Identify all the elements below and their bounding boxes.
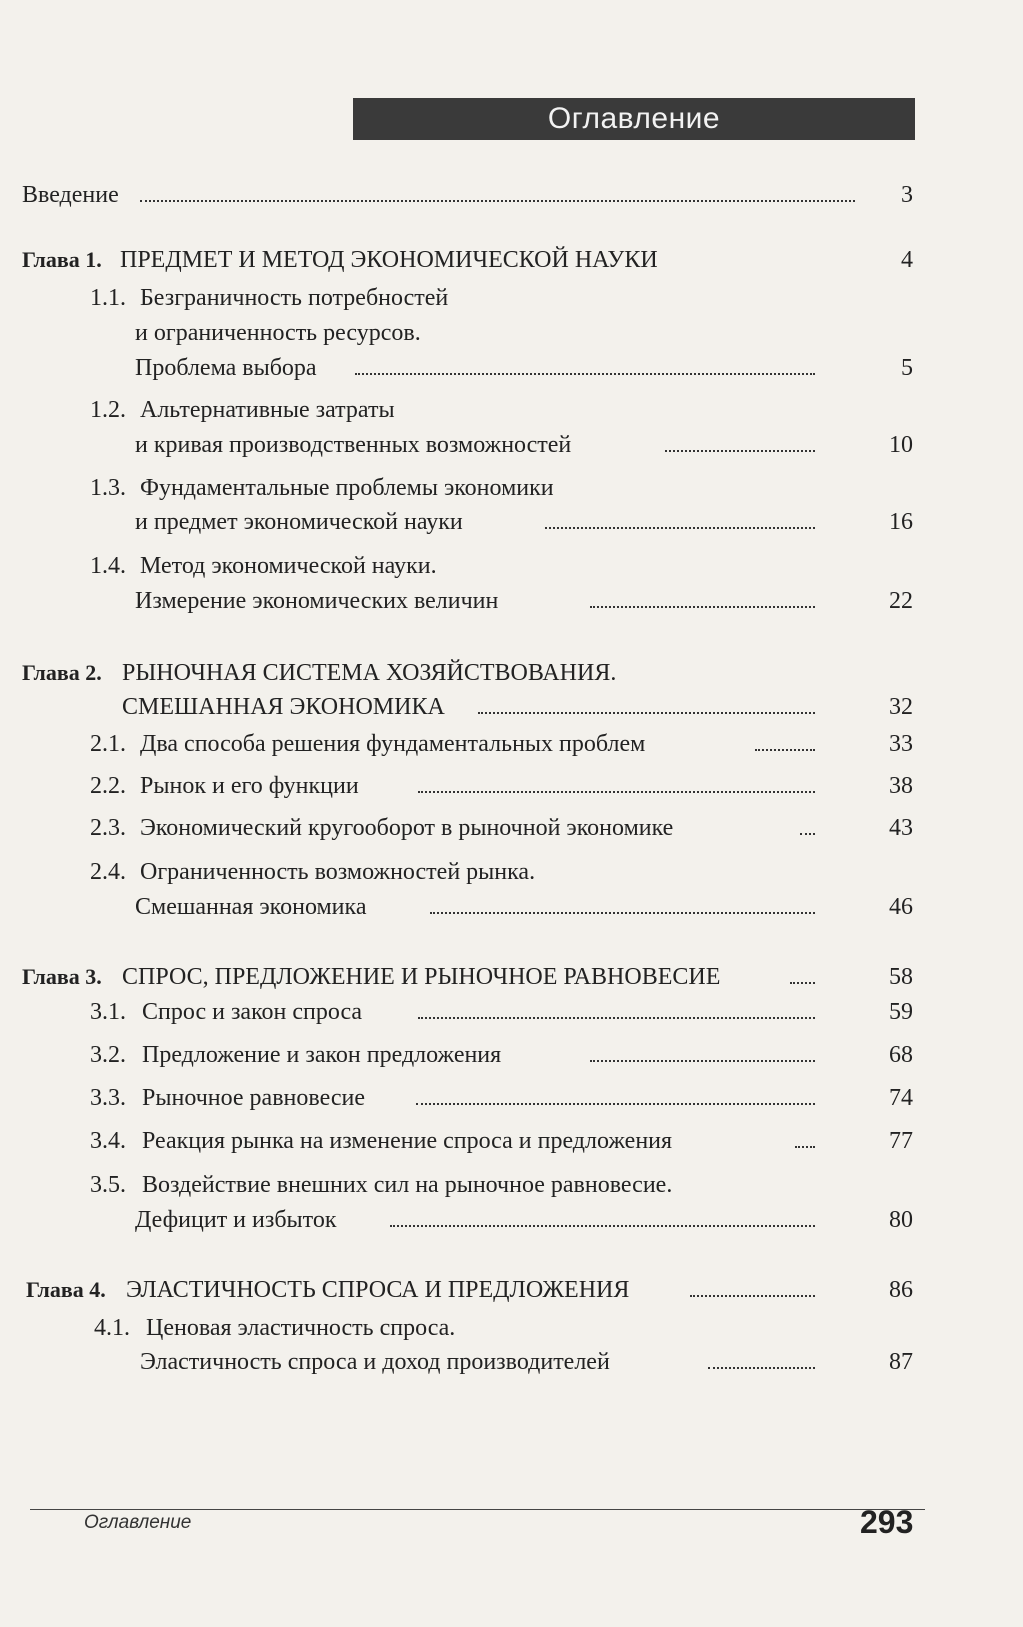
toc-page-number: 3	[901, 182, 913, 208]
section-title: Экономический кругооборот в рыночной экономике	[140, 815, 674, 841]
section-number: 2.1.	[90, 731, 126, 757]
dot-leader	[800, 813, 815, 835]
section-number: 3.5.	[90, 1172, 126, 1198]
section-title: Безграничность потребностей	[140, 285, 449, 311]
section-number: 3.1.	[90, 999, 126, 1025]
section-title: Измерение экономических величин	[135, 588, 499, 614]
section-number: 1.3.	[90, 475, 126, 501]
section-number: 2.3.	[90, 815, 126, 841]
page-title: Оглавление	[547, 102, 721, 135]
toc-section-3-5	[0, 1170, 1023, 1200]
section-number: 3.4.	[90, 1128, 126, 1154]
dot-leader	[418, 771, 815, 793]
toc-section-1-2	[0, 395, 1023, 425]
chapter-title: ЭЛАСТИЧНОСТЬ СПРОСА И ПРЕДЛОЖЕНИЯ	[126, 1277, 630, 1303]
dot-leader	[790, 962, 815, 984]
section-title: Реакция рынка на изменение спроса и предложения	[142, 1128, 673, 1154]
toc-section-2-2	[0, 771, 1023, 801]
dot-leader	[140, 180, 855, 202]
toc-section-4-1	[0, 1313, 1023, 1343]
section-number: 2.4.	[90, 859, 126, 885]
section-title: Рыночное равновесие	[142, 1085, 365, 1111]
toc-section-3-5-end	[0, 1205, 1023, 1235]
toc-chapter-1	[0, 245, 1023, 275]
toc-section-1-3-end	[0, 507, 1023, 537]
toc-page-number: 4	[901, 247, 913, 273]
toc-page-number: 77	[889, 1128, 913, 1154]
section-title: Два способа решения фундаментальных проблем	[140, 731, 646, 757]
dot-leader	[390, 1205, 815, 1227]
chapter-label: Глава 2.	[22, 660, 102, 685]
toc-page-number: 5	[901, 355, 913, 381]
section-title: Спрос и закон спроса	[142, 999, 363, 1025]
section-title: Ограниченность возможностей рынка.	[140, 859, 536, 885]
dot-leader	[430, 892, 815, 914]
dot-leader	[708, 1347, 815, 1369]
toc-page-number: 33	[889, 731, 913, 757]
toc-entry-title: Введение	[22, 182, 119, 208]
section-title: и ограниченность ресурсов.	[135, 320, 421, 346]
footer-divider	[30, 1509, 925, 1510]
toc-page-number: 86	[889, 1277, 913, 1303]
chapter-title: РЫНОЧНАЯ СИСТЕМА ХОЗЯЙСТВОВАНИЯ.	[122, 660, 617, 686]
section-title: и предмет экономической науки	[135, 509, 463, 535]
toc-page-number: 16	[889, 509, 913, 535]
section-title: Предложение и закон предложения	[142, 1042, 502, 1068]
dot-leader	[545, 507, 815, 529]
section-number: 3.2.	[90, 1042, 126, 1068]
toc-section-2-1	[0, 729, 1023, 759]
section-number: 2.2.	[90, 773, 126, 799]
section-number: 1.1.	[90, 285, 126, 311]
dot-leader	[416, 1083, 815, 1105]
toc-page-number: 80	[889, 1207, 913, 1233]
section-number: 3.3.	[90, 1085, 126, 1111]
toc-section-1-1-end	[0, 353, 1023, 383]
section-title: и кривая производственных возможностей	[135, 432, 572, 458]
toc-section-1-2-end	[0, 430, 1023, 460]
dot-leader	[478, 692, 815, 714]
toc-chapter-2	[0, 658, 1023, 688]
toc-page-number: 10	[889, 432, 913, 458]
toc-section-1-3	[0, 473, 1023, 503]
dot-leader	[418, 997, 815, 1019]
toc-page-number: 46	[889, 894, 913, 920]
dot-leader	[355, 353, 815, 375]
toc-page-number: 22	[889, 588, 913, 614]
toc-section-3-2	[0, 1040, 1023, 1070]
toc-section-3-1	[0, 997, 1023, 1027]
section-number: 4.1.	[94, 1315, 130, 1341]
toc-page-number: 32	[889, 694, 913, 720]
section-title: Альтернативные затраты	[140, 397, 395, 423]
toc-chapter-4	[0, 1275, 1023, 1305]
section-number: 1.4.	[90, 553, 126, 579]
section-title: Эластичность спроса и доход производителей	[140, 1349, 610, 1375]
section-title: Рынок и его функции	[140, 773, 359, 799]
section-title: Дефицит и избыток	[135, 1207, 337, 1233]
section-title: Проблема выбора	[135, 355, 317, 381]
toc-section-1-1	[0, 283, 1023, 313]
chapter-label: Глава 4.	[26, 1277, 106, 1302]
section-number: 1.2.	[90, 397, 126, 423]
running-footer-title: Оглавление	[84, 1512, 192, 1533]
page-title-banner	[353, 98, 915, 140]
toc-chapter-3	[0, 962, 1023, 992]
section-title: Метод экономической науки.	[140, 553, 437, 579]
section-title: Ценовая эластичность спроса.	[146, 1315, 456, 1341]
dot-leader	[755, 729, 815, 751]
section-title: Воздействие внешних сил на рыночное равновесие.	[142, 1172, 673, 1198]
dot-leader	[690, 1275, 815, 1297]
toc-page-number: 59	[889, 999, 913, 1025]
toc-section-1-4-end	[0, 586, 1023, 616]
toc-page-number: 68	[889, 1042, 913, 1068]
dot-leader	[665, 430, 815, 452]
section-title: Смешанная экономика	[135, 894, 367, 920]
toc-page-number: 74	[889, 1085, 913, 1111]
toc-page-number: 38	[889, 773, 913, 799]
chapter-title: СПРОС, ПРЕДЛОЖЕНИЕ И РЫНОЧНОЕ РАВНОВЕСИЕ	[122, 964, 721, 990]
toc-section-2-3	[0, 813, 1023, 843]
dot-leader	[590, 1040, 815, 1062]
toc-section-2-4	[0, 857, 1023, 887]
toc-page-number: 58	[889, 964, 913, 990]
toc-chapter-2-end	[0, 692, 1023, 722]
dot-leader	[590, 586, 815, 608]
toc-page-number: 43	[889, 815, 913, 841]
toc-section-2-4-end	[0, 892, 1023, 922]
toc-section-4-1-end	[0, 1347, 1023, 1377]
toc-section-3-3	[0, 1083, 1023, 1113]
toc-section-1-4	[0, 551, 1023, 581]
dot-leader	[795, 1126, 815, 1148]
toc-page-number: 87	[889, 1349, 913, 1375]
toc-section-3-4	[0, 1126, 1023, 1156]
chapter-title: ПРЕДМЕТ И МЕТОД ЭКОНОМИЧЕСКОЙ НАУКИ	[120, 247, 658, 273]
chapter-label: Глава 3.	[22, 964, 102, 989]
toc-entry-intro	[0, 180, 1023, 210]
toc-section-1-1-cont	[0, 318, 1023, 348]
chapter-title: СМЕШАННАЯ ЭКОНОМИКА	[122, 694, 445, 720]
section-title: Фундаментальные проблемы экономики	[140, 475, 554, 501]
page-number: 293	[860, 1504, 914, 1540]
chapter-label: Глава 1.	[22, 247, 102, 272]
